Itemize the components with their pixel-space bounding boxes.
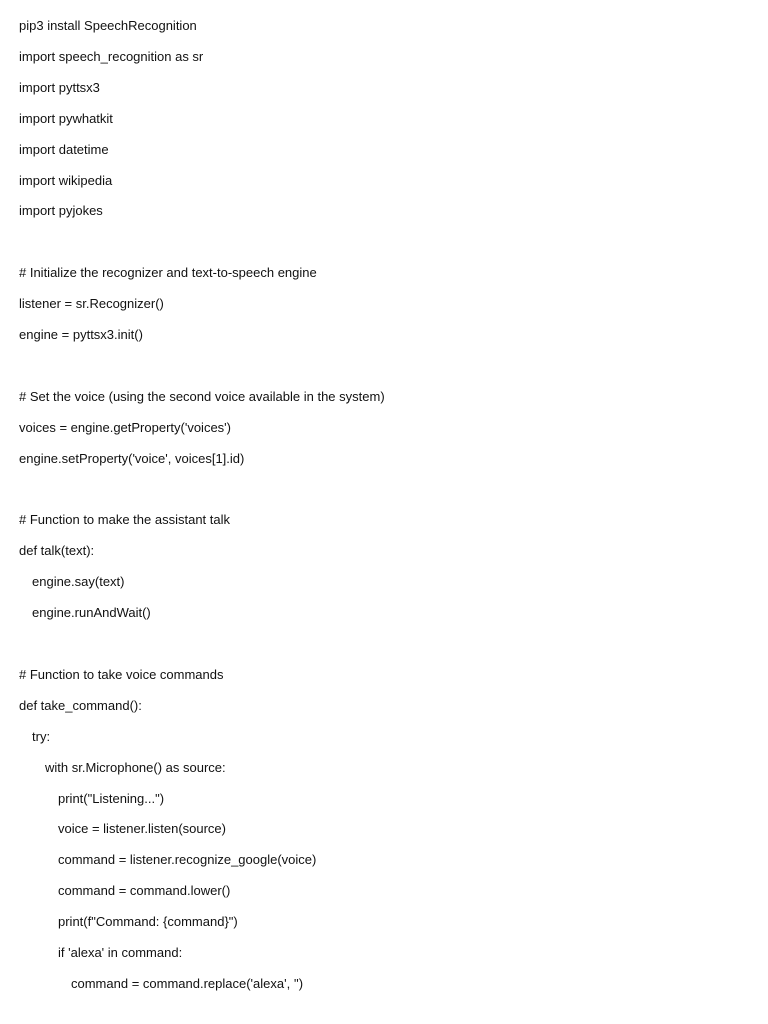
code-line: def talk(text): bbox=[19, 543, 95, 559]
code-line: engine.say(text) bbox=[32, 574, 125, 590]
code-line: if 'alexa' in command: bbox=[58, 945, 183, 960]
code-line: listener = sr.Recognizer() bbox=[19, 296, 164, 312]
code-line: try: bbox=[32, 728, 51, 744]
code-line: # Function to take voice commands bbox=[19, 666, 224, 682]
code-line: import datetime bbox=[19, 141, 109, 157]
code-line: import speech_recognition as sr bbox=[19, 48, 204, 64]
code-line: # Function to make the assistant talk bbox=[19, 512, 230, 528]
code-line: voices = engine.getProperty('voices') bbox=[19, 419, 231, 435]
code-line: print("Listening...") bbox=[58, 790, 165, 806]
code-line: import pyjokes bbox=[19, 203, 103, 219]
code-line: engine = pyttsx3.init() bbox=[19, 327, 143, 342]
code-line: command = listener.recognize_google(voice) bbox=[58, 852, 317, 868]
code-line: command = command.replace('alexa', '') bbox=[71, 975, 304, 991]
code-line: print(f"Command: {command}") bbox=[58, 914, 238, 930]
code-line: with sr.Microphone() as source: bbox=[45, 759, 226, 775]
code-line: import pyttsx3 bbox=[19, 79, 100, 95]
code-line: # Initialize the recognizer and text-to-speech engine bbox=[19, 265, 317, 281]
code-line: # Set the voice (using the second voice available in the system) bbox=[19, 388, 385, 404]
code-line: engine.setProperty('voice', voices[1].id) bbox=[19, 450, 245, 466]
code-line: engine.runAndWait() bbox=[32, 605, 151, 621]
code-line: command = command.lower() bbox=[58, 883, 231, 899]
code-line: import pywhatkit bbox=[19, 110, 113, 126]
code-line: voice = listener.listen(source) bbox=[58, 821, 226, 837]
code-line: def take_command(): bbox=[19, 697, 142, 713]
code-line: import wikipedia bbox=[19, 172, 113, 188]
code-line: pip3 install SpeechRecognition bbox=[19, 18, 197, 33]
